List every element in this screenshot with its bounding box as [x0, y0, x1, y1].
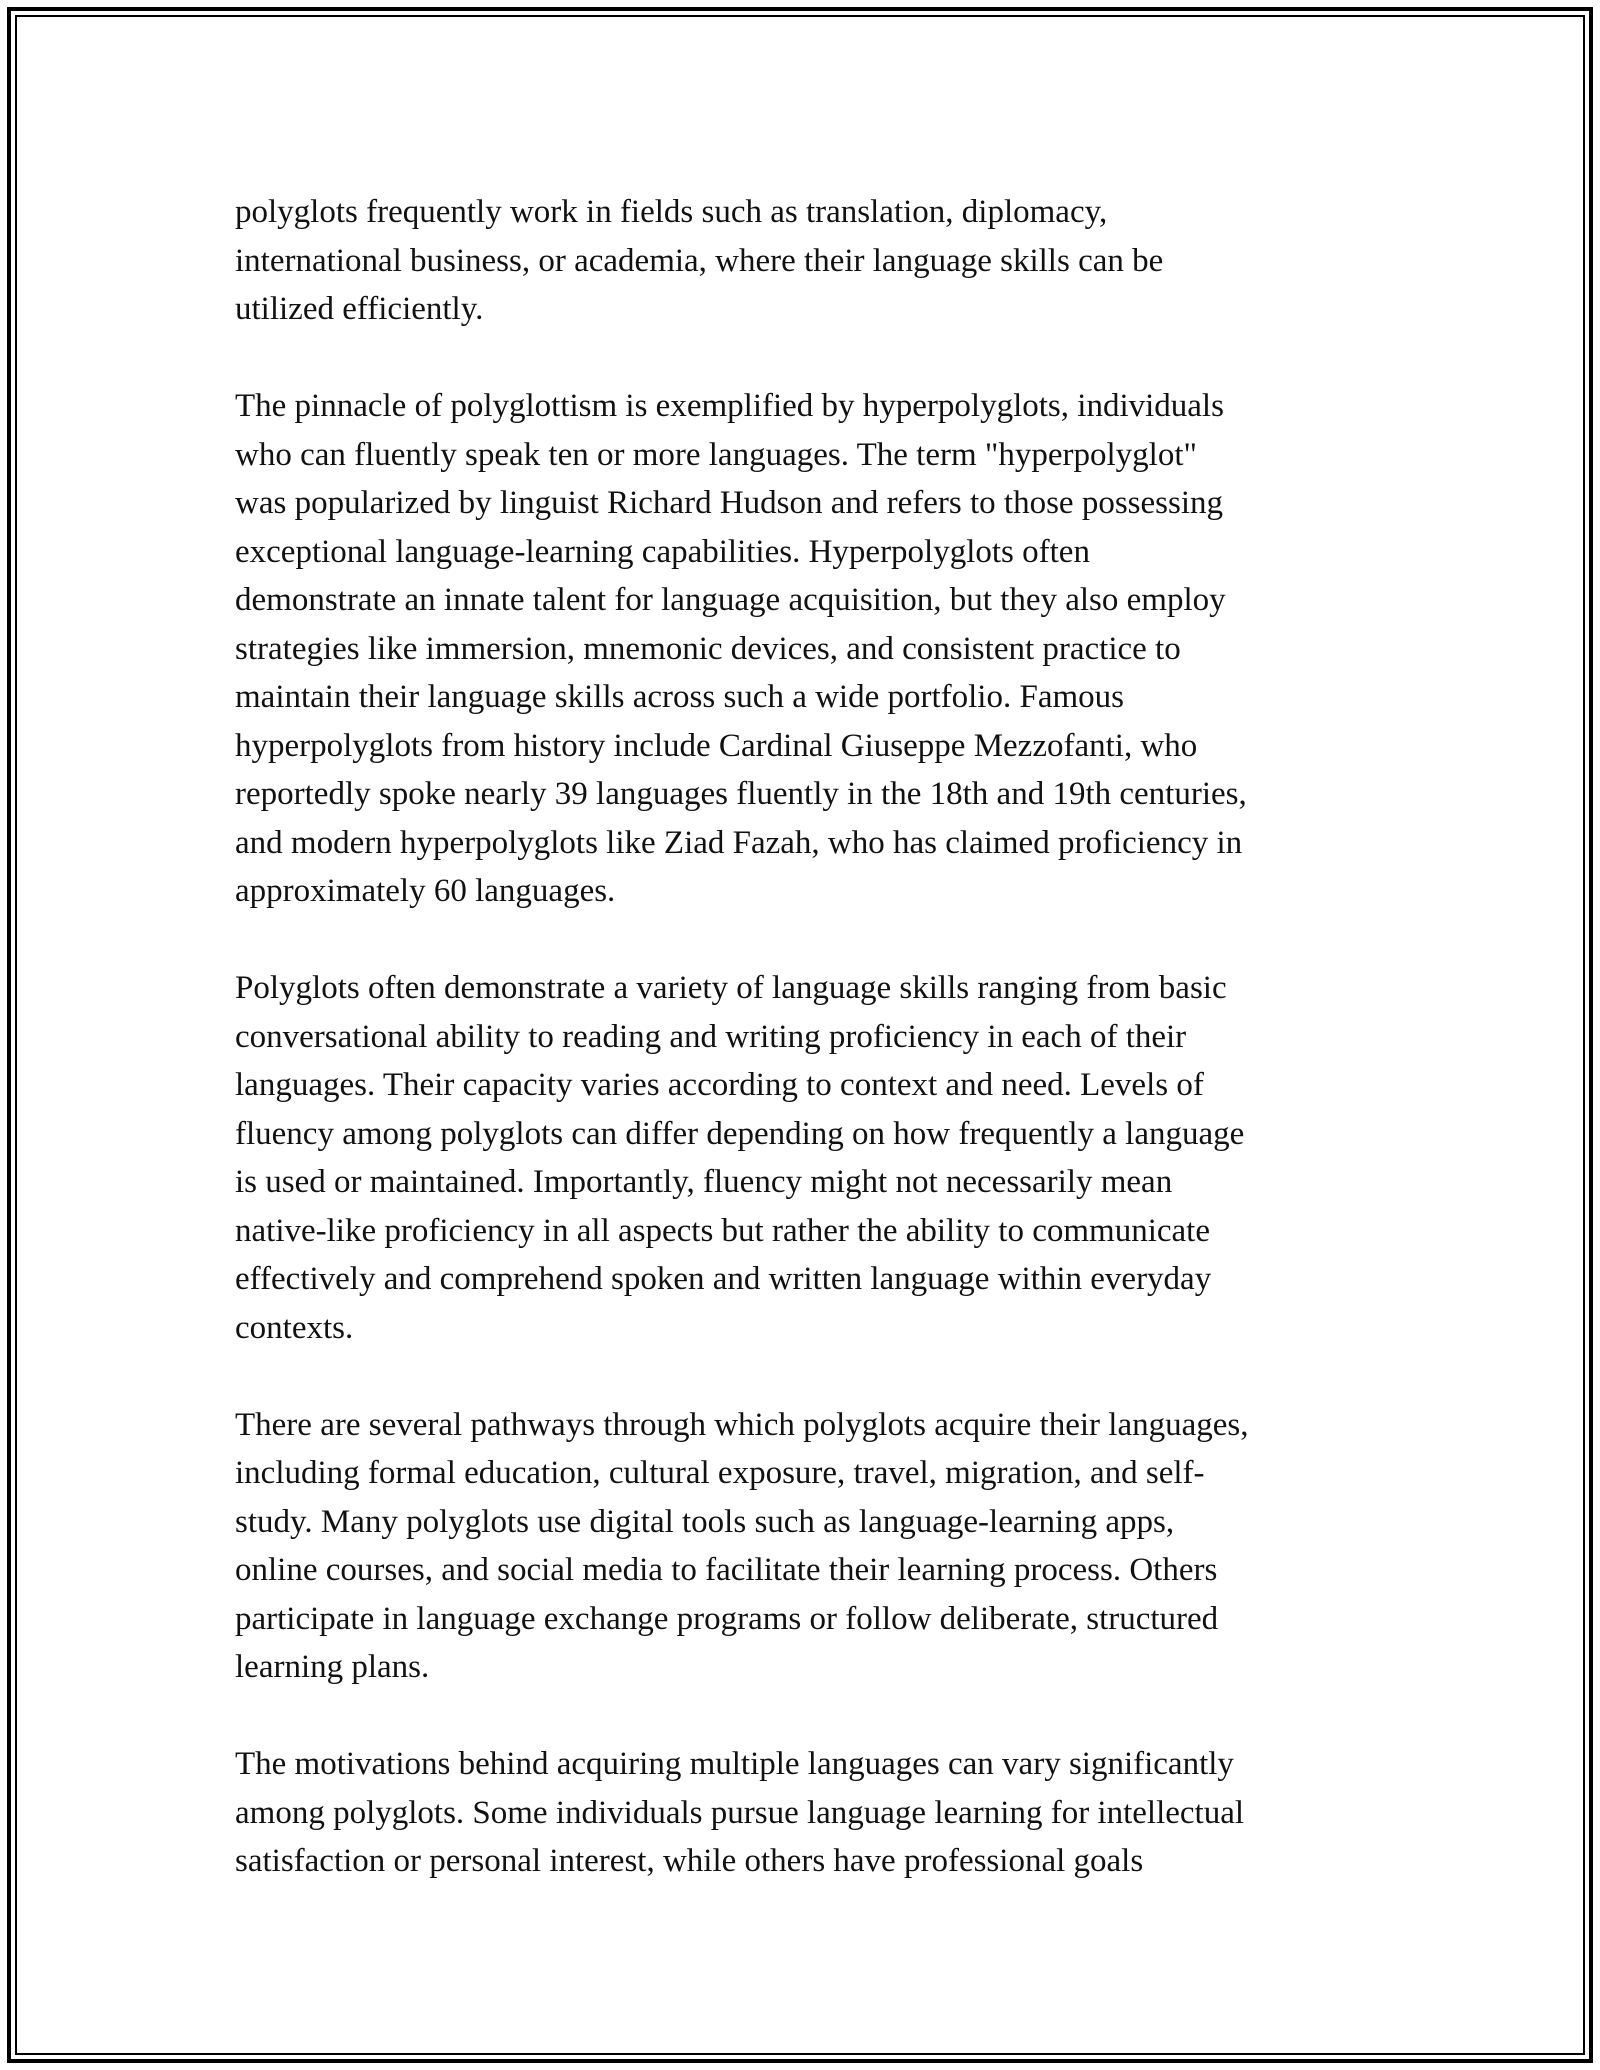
paragraph-careers: polyglots frequently work in fields such as translation, diplomacy, international business, or academia, where their language skills can be utilized efficiently. [235, 194, 1164, 327]
paragraph-pathways: There are several pathways through which polyglots acquire their languages, including formal education, cultural exposure, travel, migration, and self- study. Many polyglots use digital tools such as language-learning apps, online courses, and social media to facilitate their learning process. Others participate in language exchange programs or follow deliberate, structured learning plans. [235, 1406, 1249, 1685]
paragraph-language-skills: Polyglots often demonstrate a variety of language skills ranging from basic conversational ability to reading and writing proficiency in each of their languages. Their capacity varies according to context and need. Levels of fluency among polyglots can differ depending on how frequently a language is used or maintained. Importantly, fluency might not necessarily mean native-like proficiency in all aspects but rather the ability to communicate effectively and comprehend spoken and written language within everyday contexts. [235, 970, 1245, 1346]
document-body [235, 188, 1375, 1934]
paragraph-motivations: The motivations behind acquiring multiple languages can vary significantly among polyglots. Some individuals pursue language learning for intellectual satisfaction or personal interest, while others have professional goals [235, 1746, 1245, 1879]
paragraph-hyperpolyglots: The pinnacle of polyglottism is exemplified by hyperpolyglots, individuals who can fluently speak ten or more languages. The term "hyperpolyglot" was popularized by linguist Richard Hudson and refers to those possessing exceptional language-learning capabilities. Hyperpolyglots often demonstrate an innate talent for language acquisition, but they also employ strategies like immersion, mnemonic devices, and consistent practice to maintain their language skills across such a wide portfolio. Famous hyperpolyglots from history include Cardinal Giuseppe Mezzofanti, who reportedly spoke nearly 39 languages fluently in the 18th and 19th centuries, and modern hyperpolyglots like Ziad Fazah, who has claimed proficiency in approximately 60 languages. [235, 388, 1247, 909]
